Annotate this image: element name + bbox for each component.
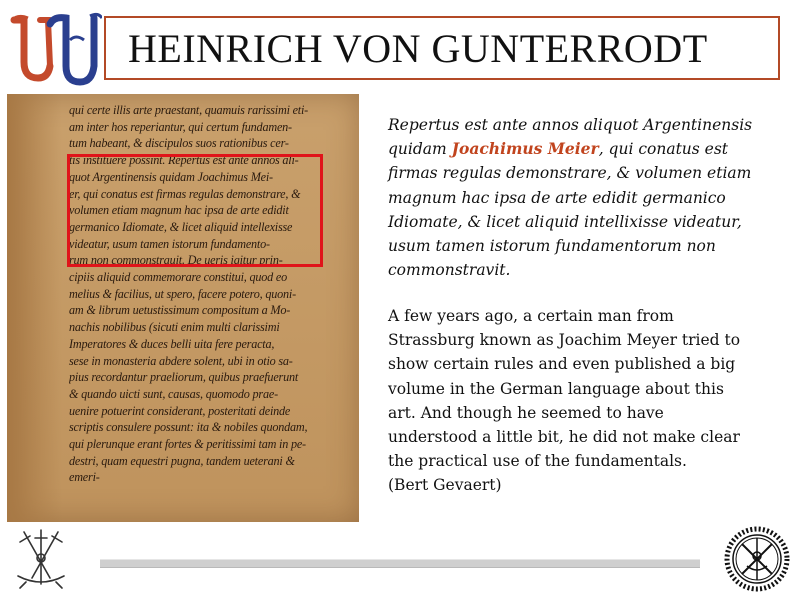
english-line: understood a little bit, he did not make clear: [388, 428, 740, 447]
title-bar: [104, 16, 780, 80]
latin-line: magnum hac ipsa de arte edidit germanico: [388, 188, 726, 207]
latin-line: [388, 137, 788, 161]
latin-text: quidam: [388, 140, 452, 159]
highlighted-name: Joachimus Meier: [451, 139, 599, 159]
english-line: Strassburg known as Joachim Meyer tried to: [388, 331, 741, 350]
latin-line: firmas regulas demonstrare, & volumen etiam: [388, 164, 752, 183]
page-title: HEINRICH VON GUNTERRODT: [128, 25, 708, 71]
latin-line: usum tamen istorum fundamentorum non: [388, 237, 716, 256]
manuscript-line: tis instituere possint. Repertus est ante annos ali-: [69, 153, 299, 168]
english-line: show certain rules and even published a big: [388, 355, 736, 374]
manuscript-line: rum non commonstrauit. De ueris igitur prin-: [69, 253, 283, 268]
manuscript-line: quot Argentinensis quidam Joachimus Mei-: [69, 169, 273, 184]
manuscript-line: melius & facilius, ut spero, facere potero, quoni-: [69, 286, 296, 301]
manuscript-line: cipiis aliquid commemorare constitui, quod eo: [69, 270, 288, 285]
manuscript-line: tum habeant, & discipulos suos rationibus cer-: [69, 136, 289, 151]
crossed-weapons-emblem-icon: [10, 528, 72, 590]
manuscript-line: volumen etiam magnum hac ipsa de arte edidit: [69, 203, 289, 218]
manuscript-line: qui plerunque erant fortes & peritissimi tam in pe-: [69, 437, 306, 452]
latin-text: , qui conatus est: [598, 140, 729, 159]
manuscript-line: er, qui conatus est firmas regulas demonstrare, &: [69, 186, 301, 201]
english-line: A few years ago, a certain man from: [388, 307, 674, 325]
latin-line: Idiomate, & licet aliquid intellixisse videatur,: [388, 212, 742, 231]
footer-divider: [100, 559, 700, 568]
english-translation: [388, 304, 788, 498]
english-line: volume in the German language about this: [388, 379, 724, 398]
manuscript-line: qui certe illis arte praestant, quamuis rarissimi eti-: [69, 103, 309, 117]
translator-credit: (Bert Gevaert): [388, 476, 502, 495]
manuscript-line: uenire potuerint considerant, posteritati deinde: [69, 403, 291, 418]
manuscript-line: destri, quam equestri pugna, tandem ueterani &: [69, 453, 295, 468]
english-line: art. And though he seemed to have: [388, 403, 664, 422]
manuscript-line: pius recordantur praeliorum, quibus praefuerunt: [69, 370, 299, 385]
manuscript-line: Imperatores & duces belli uita fere peracta,: [69, 336, 275, 351]
latin-line: commonstravit.: [388, 261, 511, 280]
wu-monogram-logo: [10, 10, 102, 90]
manuscript-line: sese in monasteria abdere solent, ubi in otio sa-: [69, 353, 293, 368]
manuscript-line: am & librum uetustissimum compositum a Mo-: [69, 303, 291, 318]
latin-quote: [388, 113, 788, 282]
circular-crest-emblem-icon: [720, 522, 794, 596]
manuscript-line: scriptis consulere possunt: ita & nobiles quondam,: [69, 420, 308, 435]
manuscript-line: emeri-: [69, 470, 100, 485]
english-line: the practical use of the fundamentals.: [388, 452, 687, 471]
highlight-box: [67, 154, 323, 267]
manuscript-line: & quando uicti sunt, causas, quomodo prae-: [69, 386, 278, 401]
latin-line: Repertus est ante annos aliquot Argentinensis: [388, 116, 753, 134]
manuscript-image: [7, 94, 359, 522]
manuscript-line: am inter hos reperiantur, qui certum fundamen-: [69, 119, 292, 134]
manuscript-line: videatur, usum tamen istorum fundamento-: [69, 236, 270, 251]
manuscript-line: nachis nobilibus (sicuti enim multi clarissimi: [69, 320, 280, 335]
manuscript-line: germanico Idiomate, & licet aliquid intellexisse: [69, 219, 293, 234]
